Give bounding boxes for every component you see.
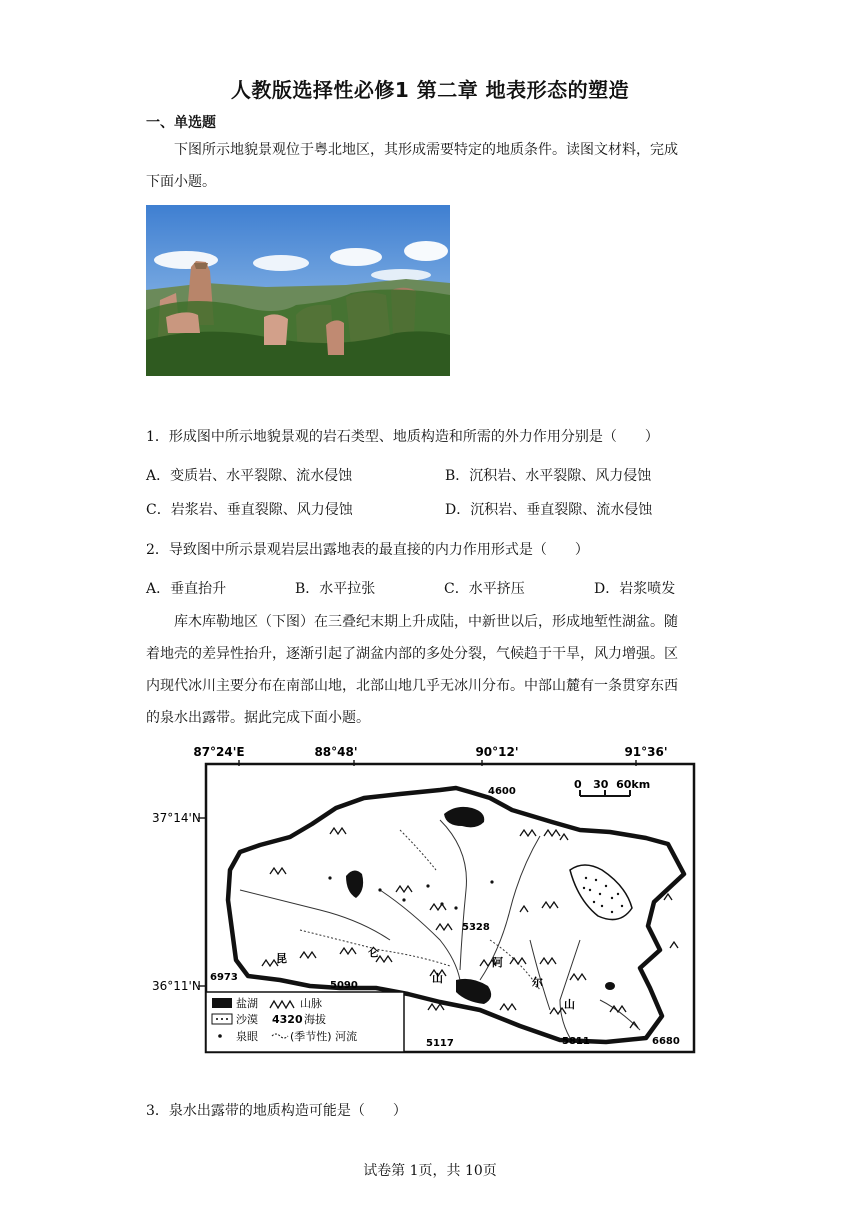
lon-label-1: 87°24'E: [193, 745, 245, 759]
q2-option-c[interactable]: C．水平挤压: [444, 581, 525, 597]
seasonal-rivers: [300, 830, 540, 990]
range-char-shan-1: 山: [432, 972, 443, 985]
q1-option-b[interactable]: B．沉积岩、水平裂隙、风力侵蚀: [445, 468, 652, 484]
intro-paragraph-2: [146, 606, 716, 734]
lat-label-1: 37°14'N: [152, 811, 201, 825]
lat-label-2: 36°11'N: [152, 979, 201, 993]
intro-1-line-1: 下图所示地貌景观位于粤北地区，其形成需要特定的地质条件。读图文材料，完成: [174, 142, 678, 158]
question-3-stem: 3．泉水出露带的地质构造可能是（ ）: [146, 1103, 407, 1119]
q2-option-d[interactable]: D．岩浆喷发: [594, 581, 676, 597]
legend-salt-lake-swatch: [212, 998, 232, 1008]
legend-mountains: 山脉: [300, 997, 322, 1010]
legend-elevation: 海拔: [304, 1013, 326, 1026]
salt-lake-small: [605, 982, 615, 990]
salt-lake-north: [444, 807, 484, 827]
elevation-4600: 4600: [488, 786, 516, 797]
intro-2-line-1: 库木库勒地区（下图）在三叠纪末期上升成陆，中新世以后，形成地堑性湖盆。随: [174, 614, 678, 630]
intro-2-line-2: 着地壳的差异性抬升，逐渐引起了湖盆内部的多处分裂，气候趋于干旱，风力增强。区: [146, 646, 678, 662]
page-footer: 试卷第 1页，共 10页: [363, 1163, 497, 1179]
range-char-shan-2: 山: [564, 998, 575, 1011]
legend-river: (季节性) 河流: [290, 1030, 358, 1043]
range-char-kun: 昆: [276, 952, 287, 965]
lon-label-2: 88°48': [314, 745, 358, 759]
lon-label-3: 90°12': [475, 745, 519, 759]
legend-desert: 沙漠: [236, 1013, 258, 1026]
legend-spring: 泉眼: [236, 1030, 258, 1043]
salt-lake-south: [456, 979, 491, 1004]
range-char-lun: 仑: [368, 946, 379, 959]
intro-2-line-4: 的泉水出露带。据此完成下面小题。: [146, 710, 370, 726]
legend-salt-lake: 盐湖: [236, 997, 258, 1010]
question-1-stem: 1．形成图中所示地貌景观的岩石类型、地质构造和所需的外力作用分别是（ ）: [146, 429, 659, 445]
range-char-a: 阿: [492, 956, 503, 969]
intro-2-line-3: 内现代冰川主要分布在南部山地，北部山地几乎无冰川分布。中部山麓有一条贯穿东西: [146, 678, 678, 694]
question-2-stem: 2．导致图中所示景观岩层出露地表的最直接的内力作用形式是（ ）: [146, 542, 589, 558]
elevation-6973: 6973: [210, 972, 238, 983]
section-heading: 一、单选题: [146, 115, 216, 131]
intro-paragraph-1: [146, 134, 716, 198]
kumkol-map-figure: [140, 740, 710, 1064]
elevation-6680: 6680: [652, 1036, 680, 1047]
q1-option-d[interactable]: D．沉积岩、垂直裂隙、流水侵蚀: [445, 502, 653, 518]
lon-label-4: 91°36': [624, 745, 668, 759]
page-title: 人教版选择性必修1 第二章 地表形态的塑造: [230, 78, 630, 102]
intro-1-line-2: 下面小题。: [146, 174, 216, 190]
map-legend: [206, 992, 404, 1052]
danxia-landscape-photo: [146, 205, 450, 376]
scale-bar: [574, 778, 650, 796]
scale-label: 0 30 60km: [574, 778, 651, 791]
legend-spring-swatch: [218, 1034, 222, 1038]
elevation-5328: 5328: [462, 922, 490, 933]
elevation-5117: 5117: [426, 1038, 454, 1049]
salt-lake-west: [346, 870, 363, 898]
desert-area: [570, 865, 632, 920]
legend-elevation-sample: 4320: [272, 1013, 303, 1026]
elevation-5090: 5090: [330, 980, 358, 991]
q2-option-b[interactable]: B．水平拉张: [295, 581, 376, 597]
range-char-er: 尔: [532, 976, 543, 989]
elevation-5811: 5811: [562, 1036, 590, 1047]
q1-option-c[interactable]: C．岩浆岩、垂直裂隙、风力侵蚀: [146, 502, 353, 518]
q2-option-a[interactable]: A．垂直抬升: [146, 581, 227, 597]
q1-option-a[interactable]: A．变质岩、水平裂隙、流水侵蚀: [146, 468, 353, 484]
